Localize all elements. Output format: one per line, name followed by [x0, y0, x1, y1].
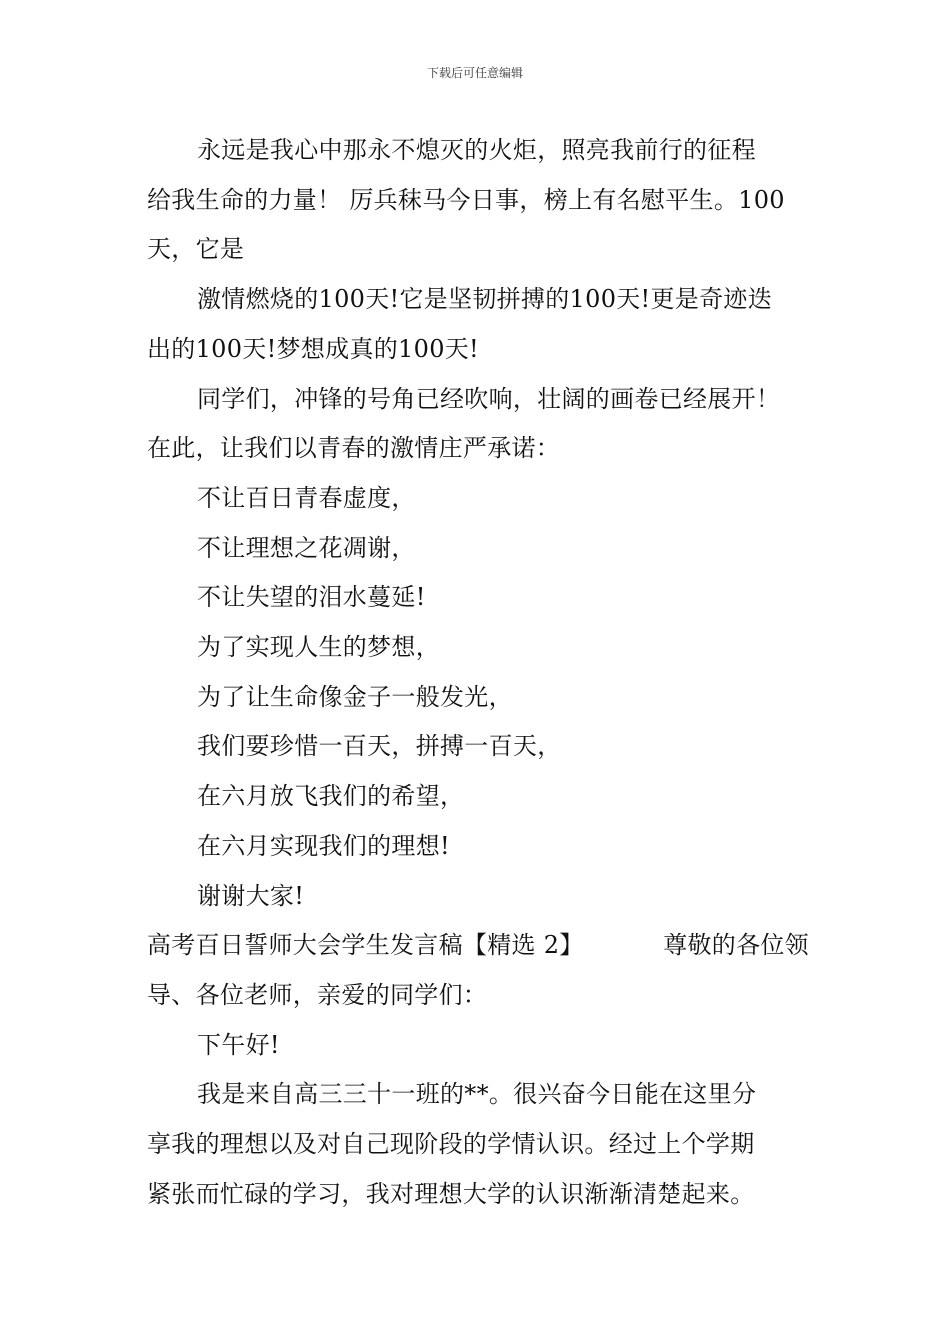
pledge-line: 不让失望的泪水蔓延!	[197, 583, 426, 612]
section-title: 高考百日誓师大会学生发言稿【精选 2】	[147, 931, 584, 960]
pledge-line: 为了实现人生的梦想，	[197, 633, 440, 662]
paragraph-line: 给我生命的力量！ 厉兵秣马今日事，榜上有名慰平生。100	[147, 185, 785, 214]
paragraph-line: 在此，让我们以青春的激情庄严承诺：	[147, 434, 561, 463]
paragraph-line: 同学们，冲锋的号角已经吹响，壮阔的画卷已经展开！	[197, 384, 781, 413]
section-heading-line	[147, 921, 809, 971]
pledge-line: 不让理想之花凋谢，	[197, 533, 416, 562]
pledge-line: 在六月放飞我们的希望，	[197, 782, 465, 811]
paragraph-line: 我是来自高三三十一班的**。很兴奋今日能在这里分	[197, 1080, 757, 1109]
greeting-line: 下午好!	[197, 1030, 280, 1059]
paragraph-line: 享我的理想以及对自己现阶段的学情认识。经过上个学期	[147, 1130, 755, 1159]
pledge-line: 为了让生命像金子一般发光，	[197, 682, 513, 711]
pledge-line: 我们要珍惜一百天，拼搏一百天，	[197, 732, 562, 761]
paragraph-line: 激情燃烧的100天!它是坚韧拼搏的100天!更是奇迹迭	[197, 285, 773, 314]
paragraph-line: 紧张而忙碌的学习，我对理想大学的认识渐渐清楚起来。	[147, 1179, 755, 1208]
salutation-start: 尊敬的各位领	[663, 931, 809, 960]
paragraph-line: 出的100天!梦想成真的100天!	[147, 334, 480, 363]
closing-thanks: 谢谢大家!	[197, 881, 305, 910]
paragraph-line: 天，它是	[147, 235, 245, 264]
pledge-line: 不让百日青春虚度，	[197, 483, 416, 512]
pledge-line: 在六月实现我们的理想!	[197, 831, 450, 860]
document-body	[147, 126, 809, 1219]
paragraph-line: 永远是我心中那永不熄灭的火炬，照亮我前行的征程	[197, 136, 756, 164]
page-header-note: 下载后可任意编辑	[426, 66, 523, 80]
paragraph-line: 导、各位老师，亲爱的同学们：	[147, 980, 488, 1009]
